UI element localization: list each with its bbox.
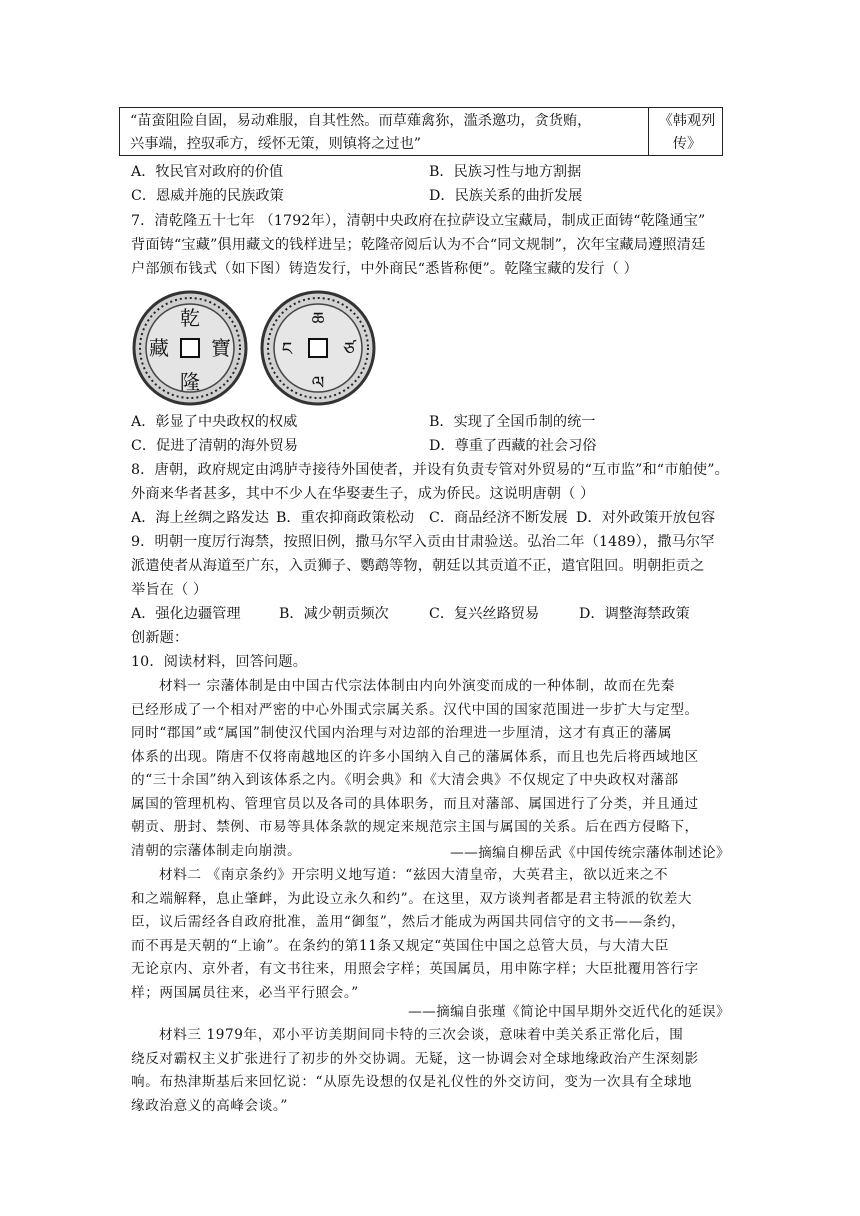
coin-back-char: ལ [311, 373, 325, 394]
quote-table [119, 107, 723, 156]
q10-stem: 10．阅读材料，回答问题。 [131, 654, 308, 670]
q9-option-a[interactable]: A．强化边疆管理 [131, 606, 241, 622]
q6-option-c[interactable]: C．恩威并施的民族政策 [131, 188, 284, 204]
material-line: 的“三十余国”纳入到该体系之内。《明会典》和《大清会典》不仅规定了中央政权对藩部 [131, 772, 679, 788]
material-line: 体系的出现。隋唐不仅将南越地区的许多小国纳入自己的藩属体系，而且也先后将西域地区 [131, 748, 699, 765]
material-line: 已经形成了一个相对严密的中心外围式宗属关系。汉代中国的国家范围进一步扩大与定型。 [131, 701, 699, 718]
material-line: 而不再是天朝的“上谕”。在条约的第11条又规定“英国住中国之总管大员，与大清大臣 [131, 937, 669, 954]
material-line: 缘政治意义的高峰会谈。” [131, 1097, 288, 1114]
material-line: 材料一 宗藩体制是由中国古代宗法体制由内向外演变而成的一种体制，故而在先秦 [159, 678, 675, 694]
q8-option-b[interactable]: B．重农抑商政策松动 [276, 510, 415, 526]
q8-option-d[interactable]: D．对外政策开放包容 [576, 510, 716, 526]
q8-option-a[interactable]: A．海上丝绸之路发达 [131, 510, 269, 526]
material-line: 同时“郡国”或“属国”制使汉代国内治理与对边部的治理进一步厘清，这才有真正的藩属 [131, 725, 673, 741]
q8-stem-line: 外商来华者甚多，其中不少人在华娶妻生子，成为侨民。这说明唐朝（ ） [131, 486, 595, 502]
material-line: 臣，议后需经各自政府批准，盖用“御玺”，然后才能成为两国共同信守的文书——条约， [131, 914, 686, 930]
q9-stem-line: 9．明朝一度厉行海禁，按照旧例，撒马尔罕入贡由甘肃验送。弘治二年（1489），撒马尔罕 [131, 534, 715, 550]
q9-option-d[interactable]: D．调整海禁政策 [579, 606, 690, 622]
source-line: 传》 [672, 136, 702, 152]
q9-option-c[interactable]: C．复兴丝路贸易 [429, 606, 540, 622]
coin-back-image [259, 289, 377, 407]
q8-stem-line: 8．唐朝，政府规定由鸿胪寺接待外国使者，并设有负责专管对外贸易的“互市监”和“市舶使”。 [131, 462, 729, 478]
q7-option-c[interactable]: C．促进了清朝的海外贸易 [131, 438, 298, 454]
q6-option-d[interactable]: D．民族关系的曲折发展 [429, 188, 583, 204]
q9-stem-line: 派遣使者从海道至广东，入贡狮子、鹦鹉等物，朝廷以其贡道不正，遣官阻回。明朝拒贡之 [131, 558, 705, 574]
q7-stem-line: 7．清乾隆五十七年 （1792年），清朝中央政府在拉萨设立宝藏局，制成正面铸“乾隆通宝” [131, 213, 706, 229]
material-line: 绕反对霸权主义扩张进行了初步的外交协调。无疑，这一协调会对全球地缘政治产生深刻影 [131, 1050, 699, 1067]
material-line: 样；两国属员往来，必当平行照会。” [131, 984, 359, 1001]
material-line: 无论京内、京外者，有文书往来，用照会字样；英国属员，用申陈字样；大臣批覆用答行字 [131, 961, 699, 977]
q7-option-d[interactable]: D．尊重了西藏的社会习俗 [429, 438, 597, 454]
material-line: 响。布热津斯基后来回忆说：“从原先设想的仅是礼仪性的外交访问，变为一次具有全球地 [131, 1074, 693, 1090]
quote-line: “苗蛮阻险自固，易动难服，自其性然。而草薙禽狝，滥杀邀功，贪货贿， [130, 113, 592, 129]
q8-option-c[interactable]: C．商品经济不断发展 [429, 510, 568, 526]
q7-option-b[interactable]: B．实现了全国币制的统一 [429, 414, 596, 430]
q6-option-b[interactable]: B．民族习性与地方割据 [429, 164, 582, 180]
source-line: 《韩观列 [658, 113, 716, 129]
material-one-source: ——摘编自柳岳武《中国传统宗藩体制述论》 [450, 845, 730, 861]
coin-front-char: 寶 [211, 336, 231, 360]
material-line: 清朝的宗藩体制走向崩溃。 [131, 842, 302, 859]
q7-option-a[interactable]: A．彰显了中央政权的权威 [131, 414, 298, 430]
table-divider [648, 108, 649, 155]
q6-option-a[interactable]: A．牧民官对政府的价值 [131, 164, 284, 180]
q9-stem-line: 举旨在（ ） [131, 582, 208, 598]
coin-front-char: 隆 [180, 370, 200, 394]
material-line: 材料二 《南京条约》开宗明义地写道：“兹因大清皇帝，大英君主，欲以近来之不 [159, 867, 669, 883]
material-line: 材料三 1979年，邓小平访美期间同卡特的三次会谈，意味着中美关系正常化后，围 [159, 1027, 684, 1043]
q7-stem-line: 户部颁布钱式（如下图）铸造发行，中外商民“悉皆称便”。乾隆宝藏的发行（ ） [131, 261, 638, 277]
q9-option-b[interactable]: B．减少朝贡频次 [279, 606, 389, 622]
quote-text [130, 110, 642, 156]
material-line: 属国的管理机构、管理官员以及各司的具体职务，而且对藩部、属国进行了分类，并且通过 [131, 795, 699, 812]
coin-back-char: ཙ [343, 339, 355, 360]
coin-front-char: 乾 [180, 306, 200, 330]
q7-stem-line: 背面铸“宝藏”俱用藏文的钱样进呈；乾隆帝阅后认为不合“同文规制”，次年宝藏局遵照清廷 [131, 237, 706, 253]
material-line: 朝贡、册封、禁例、市易等具体条款的规定来规范宗主国与属国的关系。后在西方侵略下， [131, 819, 699, 835]
coin-front-char: 藏 [149, 336, 169, 360]
material-line: 和之端解释，息止肇衅，为此设立永久和约”。在这里，双方谈判者都是君主特派的钦差大 [131, 890, 693, 907]
coin-back-char: ཆ [311, 309, 325, 330]
section-label: 创新题： [131, 630, 189, 646]
coin-front-image [131, 289, 249, 407]
coin-back-char: ང [281, 339, 293, 360]
quote-line: 兴事端，控驭乖方，绥怀无策，则镇将之过也” [130, 136, 422, 152]
quote-source [656, 110, 718, 156]
material-two-source: ——摘编自张瑾《简论中国早期外交近代化的延误》 [408, 1004, 730, 1020]
